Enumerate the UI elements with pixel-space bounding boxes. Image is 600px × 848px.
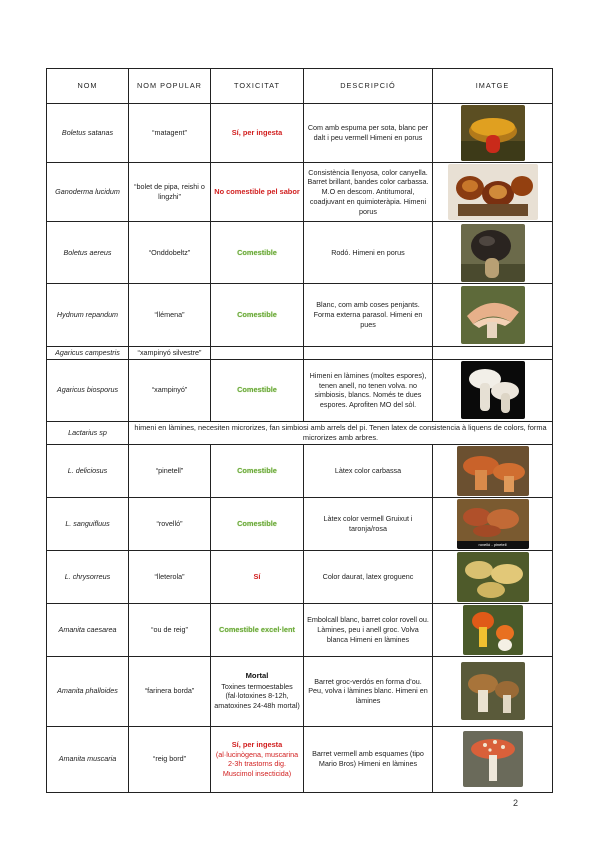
popular-name: “lleterola”: [129, 550, 211, 603]
button-mushroom-photo: [461, 361, 525, 419]
description: [304, 347, 433, 360]
table-row: [47, 444, 553, 497]
scientific-name: Lactarius sp: [47, 421, 129, 444]
mushroom-table: [46, 68, 553, 793]
toxicity-mortal: Mortal: [245, 671, 269, 681]
orange-cap-photo: [457, 446, 529, 496]
description: Làtex color vermell Gruixut i taronja/rosa: [304, 497, 433, 550]
image-cell: [433, 656, 553, 726]
description: Rodó. Himeni en porus: [304, 222, 433, 284]
header-imatge: IMATGE: [433, 69, 553, 104]
death-cap-photo: [461, 662, 525, 720]
popular-name: “llémena”: [129, 284, 211, 347]
scientific-name: Amanita phalloides: [47, 656, 129, 726]
description: Barret vermell amb esquames (tipo Mario Bros) Himeni en làmines: [304, 726, 433, 792]
header-descripcio: DESCRIPCIÓ: [304, 69, 433, 104]
caesar-photo: [463, 605, 523, 655]
table-row: [47, 163, 553, 222]
table-row: [47, 497, 553, 550]
table-row: [47, 359, 553, 421]
image-cell: [433, 104, 553, 163]
page-number: 2: [512, 798, 518, 808]
image-cell: [433, 726, 553, 792]
toxicity-main: Sí, per ingesta: [231, 739, 283, 749]
toxicity: Comestible: [211, 497, 304, 550]
popular-name: “xampinyó silvestre”: [129, 347, 211, 360]
scientific-name: L. sanguifluus: [47, 497, 129, 550]
scientific-name: Boletus satanas: [47, 104, 129, 163]
toxicity: Comestible: [211, 284, 304, 347]
description: Color daurat, latex groguenc: [304, 550, 433, 603]
yellow-cap-photo: [457, 552, 529, 602]
scientific-name: Ganoderma lucidum: [47, 163, 129, 222]
header-nom: NOM: [47, 69, 129, 104]
toxicity: [211, 726, 304, 792]
toxicity: Comestible: [211, 444, 304, 497]
popular-name: “rovelló”: [129, 497, 211, 550]
popular-name: “ou de reig”: [129, 603, 211, 656]
popular-name: “farinera borda”: [129, 656, 211, 726]
description: Embolcall blanc, barret color rovell ou. Làmines, peu i anell groc. Volva blanca Himeni en làmines: [304, 603, 433, 656]
table-row: [47, 284, 553, 347]
scientific-name: Agaricus biosporus: [47, 359, 129, 421]
scientific-name: Hydnum repandum: [47, 284, 129, 347]
image-cell: [433, 603, 553, 656]
table-row: [47, 550, 553, 603]
scientific-name: L. chrysorreus: [47, 550, 129, 603]
table-row: [47, 222, 553, 284]
scientific-name: Amanita muscaria: [47, 726, 129, 792]
description: Himeni en làmines (moltes espores), tenen anell, no tenen volva. no simbiosis, blancs. Només te dues espores. Aprofiten MO del sòl.: [304, 359, 433, 421]
toxicity: [211, 347, 304, 360]
table-row: [47, 421, 553, 444]
image-cell: [433, 550, 553, 603]
toxicity: Comestible: [211, 359, 304, 421]
table-row: [47, 603, 553, 656]
description: Com amb espuma per sota, blanc per dalt i peu vermell Himeni en porus: [304, 104, 433, 163]
dark-bolete-photo: [461, 224, 525, 282]
reishi-photo: [448, 164, 538, 220]
toxicity: Sí: [211, 550, 304, 603]
popular-name: “xampinyó”: [129, 359, 211, 421]
popular-name: “Onddobeltz”: [129, 222, 211, 284]
toxicity-detail: Toxines termoestables (fal·lotoxines 8-12h, amatoxines 24-48h mortal): [214, 681, 300, 711]
hedgehog-photo: [461, 286, 525, 344]
image-cell: [433, 444, 553, 497]
toxicity: Sí, per ingesta: [211, 104, 304, 163]
image-cell: [433, 284, 553, 347]
red-bolete-photo: [461, 105, 525, 161]
rovello-photo: [457, 499, 529, 549]
image-cell: [433, 497, 553, 550]
photo-caption: rovelló - pinetell: [478, 541, 507, 547]
scientific-name: L. deliciosus: [47, 444, 129, 497]
lactarius-note: himeni en làmines, necesiten microrizes, fan simbiosi amb arrels del pi. Tenen latex de consistencia à liquens de colors, forma microrizes amb arbres.: [129, 421, 553, 444]
table-row: [47, 347, 553, 360]
image-cell: [433, 163, 553, 222]
table-row: [47, 656, 553, 726]
header-toxicitat: TOXICITAT: [211, 69, 304, 104]
image-cell: [433, 347, 553, 360]
table-row: [47, 726, 553, 792]
image-cell: [433, 359, 553, 421]
toxicity-detail: (al·lucinògena, muscarina 2-3h trastorns dig. Muscimol insecticida): [215, 749, 299, 779]
fly-agaric-photo: [463, 731, 523, 787]
description: Consistència llenyosa, color canyella. Barret brillant, bandes color carbassa. M.O en descom. Antitumoral, coadjuvant en quimioteràpia. Himeni porus: [304, 163, 433, 222]
toxicity: Comestible: [211, 222, 304, 284]
header-popular: NOM POPULAR: [129, 69, 211, 104]
image-cell: [433, 222, 553, 284]
table-row: [47, 104, 553, 163]
popular-name: “bolet de pipa, reishi o lingzhi”: [129, 163, 211, 222]
description: Làtex color carbassa: [304, 444, 433, 497]
description: Barret groc-verdós en forma d’ou. Peu, volva i làmines blanc. Himeni en làmines: [304, 656, 433, 726]
popular-name: “reig bord”: [129, 726, 211, 792]
header-row: [47, 69, 553, 104]
popular-name: “pinetell”: [129, 444, 211, 497]
description: Blanc, com amb coses penjants. Forma externa parasol. Himeni en pues: [304, 284, 433, 347]
toxicity: No comestible pel sabor: [211, 163, 304, 222]
popular-name: “matagent”: [129, 104, 211, 163]
toxicity: Comestible excel·lent: [211, 603, 304, 656]
scientific-name: Amanita caesarea: [47, 603, 129, 656]
toxicity: [211, 656, 304, 726]
scientific-name: Boletus aereus: [47, 222, 129, 284]
scientific-name: Agaricus campestris: [47, 347, 129, 360]
